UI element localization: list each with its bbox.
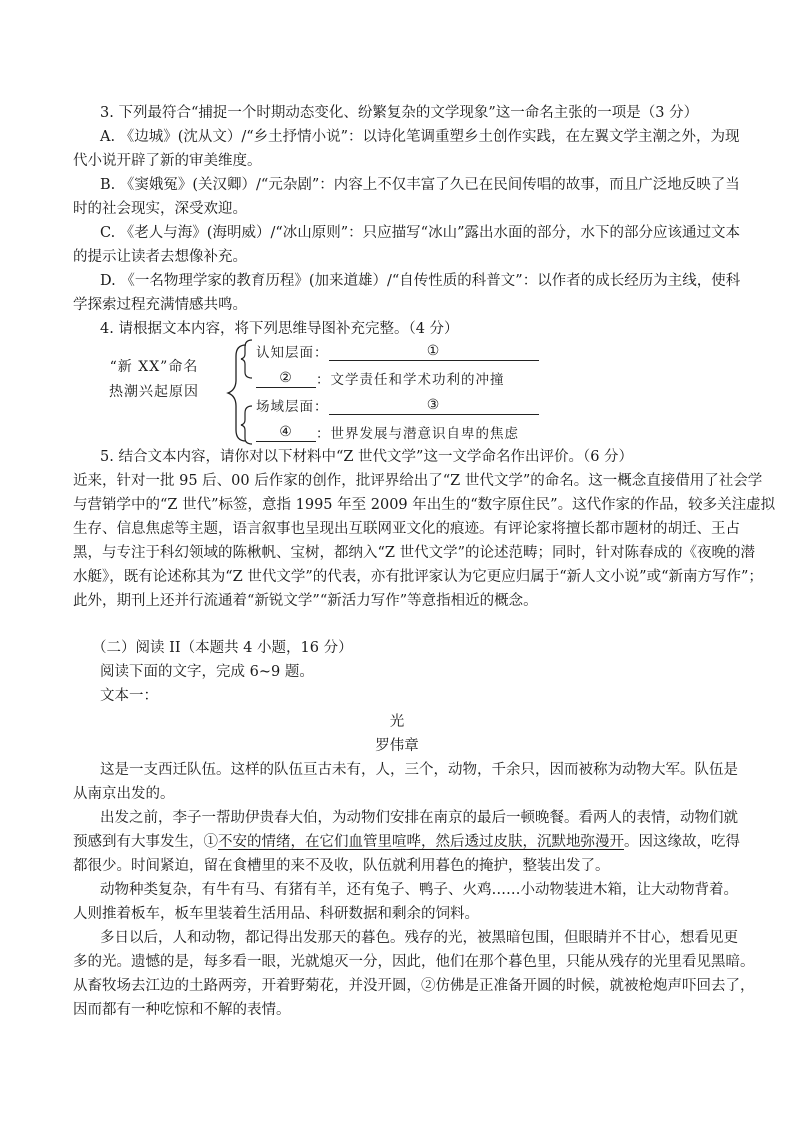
mind-map-row-1	[256, 341, 539, 361]
mind-map-row-3-label: 场域层面：	[256, 399, 329, 415]
q3-stem: 3. 下列最符合“捕捉一个时期动态变化、纷繁复杂的文学现象”这一命名主张的一项是（3 分）	[100, 105, 699, 121]
mind-map-row-4	[256, 422, 519, 442]
story-p2-line1: 出发之前，李子一帮助伊贵春大伯，为动物们安排在南京的最后一顿晚餐。看两人的表情，动物们就	[100, 810, 738, 826]
q5-material-line-1: 近来，针对一批 95 后、00 后作家的创作，批评界给出了“Z 世代文学”的命名。这一概念直接借用了社会学	[73, 473, 763, 489]
mind-map-row-2-text: ：文学责任和学术功利的冲撞	[316, 372, 505, 388]
story-p2-line2-post: 。因这缘故，吃得	[624, 834, 740, 850]
q5-stem: 5. 结合文本内容，请你对以下材料中“Z 世代文学”这一文学命名作出评价。（6 分）	[100, 449, 634, 465]
mind-map-row-1-label: 认知层面：	[256, 345, 329, 361]
mind-map-root-line1: “新 XX”命名	[109, 359, 199, 375]
q3-option-d: D. 《一名物理学家的教育历程》(加来道雄）/“自传性质的科普文”：以作者的成长经历为主线，使科	[100, 273, 741, 289]
section-heading: （二）阅读 II（本题共 4 小题，16 分）	[92, 640, 353, 656]
blank-number-3: ③	[426, 397, 441, 413]
mind-map-blank-3	[329, 397, 539, 415]
story-p3-line2: 人则推着板车，板车里装着生活用品、科研数据和剩余的饲料。	[73, 906, 479, 922]
q5-material-line-4: 黑，与专注于科幻领域的陈楸帆、宝树，都纳入“Z 世代文学”的论述范畴；同时，针对陈春成的《夜晚的潜	[73, 545, 756, 561]
story-p2-line2-pre: 预感到有大事发生，①	[73, 834, 218, 850]
text-label: 文本一：	[100, 688, 158, 704]
story-title: 光	[389, 714, 405, 730]
q3-option-d-cont: 学探索过程充满情感共鸣。	[73, 297, 247, 313]
q3-option-b: B. 《窦娥冤》(关汉卿）/“元杂剧”：内容上不仅丰富了久已在民间传唱的故事，而且广泛地反映了当	[100, 177, 740, 193]
q5-material-line-2: 与营销学中的“Z 世代”标签，意指 1995 年至 2009 年出生的“数字原住民”。这代作家的作品，较多关注虚拟	[73, 497, 776, 513]
mind-map-row-3	[256, 395, 539, 415]
story-p1-line1: 这是一支西迁队伍。这样的队伍亘古未有，人，三个，动物，千余只，因而被称为动物大军。队伍是	[100, 762, 738, 778]
mind-map	[98, 338, 558, 448]
story-p4-line3: 从畜牧场去江边的土路两旁，开着野菊花，并没开圆，②仿佛是正准备开圆的时候，就被枪炮声吓回去了，	[73, 978, 755, 994]
story-p4-line2: 多的光。遗憾的是，每多看一眼，光就熄灭一分，因此，他们在那个暮色里，只能从残存的光里看见黑暗。	[73, 954, 755, 970]
mind-map-row-4-text: ：世界发展与潜意识自卑的焦虑	[316, 426, 519, 442]
story-p2-line2	[73, 832, 740, 852]
q5-material-line-5: 水艇》，既有论述称其为“Z 世代文学”的代表，亦有批评家认为它更应归属于“新人文小说”或“新南方写作”；	[73, 569, 763, 585]
story-p3-line1: 动物种类复杂，有牛有马、有猪有羊，还有兔子、鸭子、火鸡……小动物装进木箱，让大动物背着。	[100, 882, 738, 898]
q3-option-a: A. 《边城》(沈从文）/“乡土抒情小说”：以诗化笔调重塑乡土创作实践，在左翼文学主潮之外，为现	[100, 129, 740, 145]
story-p4-line4: 因而都有一种吃惊和不解的表情。	[73, 1002, 291, 1018]
q5-material-line-3: 生存、信息焦虑等主题，语言叙事也呈现出互联网亚文化的痕迹。有评论家将擅长都市题材的胡迁、王占	[73, 521, 740, 537]
blank-number-4: ④	[279, 424, 293, 440]
mind-map-braces	[98, 338, 258, 448]
q3-option-b-cont: 时的社会现实，深受欢迎。	[73, 201, 247, 217]
q4-stem: 4. 请根据文本内容，将下列思维导图补充完整。（4 分）	[100, 321, 459, 337]
mind-map-blank-2	[256, 370, 316, 388]
q3-option-a-cont: 代小说开辟了新的审美维度。	[73, 153, 262, 169]
mind-map-blank-1	[329, 343, 539, 361]
story-author: 罗伟章	[375, 738, 419, 754]
underlined-sentence-1: 不安的情绪，在它们血管里喧哗，然后透过皮肤，沉默地弥漫开	[218, 834, 624, 850]
blank-number-2: ②	[279, 370, 293, 386]
mind-map-row-2	[256, 368, 505, 388]
story-p2-line3: 都很少。时间紧迫，留在食槽里的来不及收，队伍就利用暮色的掩护，整装出发了。	[73, 858, 610, 874]
story-p1-line2: 从南京出发的。	[73, 786, 175, 802]
q3-option-c: C. 《老人与海》(海明威）/“冰山原则”：只应描写“冰山”露出水面的部分，水下的部分应该通过文本	[100, 225, 740, 241]
q5-material-line-6: 此外，期刊上还并行流通着“新锐文学”“新活力写作”等意指相近的概念。	[73, 593, 538, 609]
blank-number-1: ①	[426, 343, 441, 359]
section-instruction: 阅读下面的文字，完成 6~9 题。	[100, 664, 314, 680]
mind-map-root-line2: 热潮兴起原因	[109, 384, 199, 400]
story-p4-line1: 多日以后，人和动物，都记得出发那天的暮色。残存的光，被黑暗包围，但眼睛并不甘心，想看见更	[100, 930, 738, 946]
mind-map-blank-4	[256, 424, 316, 442]
q3-option-c-cont: 的提示让读者去想像补充。	[73, 249, 247, 265]
